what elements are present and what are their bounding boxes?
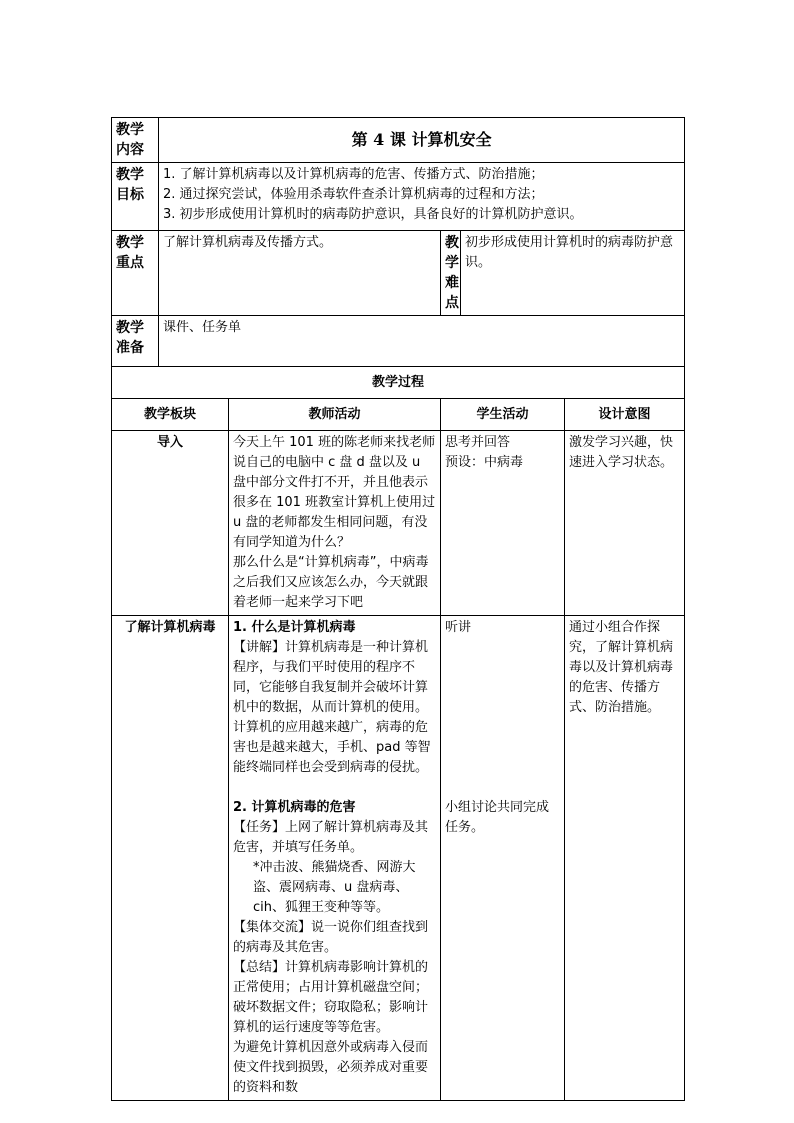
teacher-paragraph: 为避免计算机因意外或病毒入侵而使文件找到损毁，必须养成对重要的资料和数 xyxy=(233,1040,429,1095)
student-activity xyxy=(441,431,565,616)
header-student: 学生活动 xyxy=(441,399,565,431)
teacher-paragraph: *冲击波、熊猫烧香、网游大盗、震网病毒、u 盘病毒、cih、狐狸王变种等等。 xyxy=(253,860,416,915)
difficulty-label: 教学难点 xyxy=(441,231,461,316)
content-label: 教学内容 xyxy=(112,118,159,163)
teacher-paragraph: 今天上午 101 班的陈老师来找老师说自己的电脑中 c 盘 d 盘以及 u 盘中部分文件打不开，并且他表示很多在 101 班教室计算机上使用过 u 盘的老师都发生相同问题，有没有同学知道为什么？ xyxy=(233,435,436,550)
difficulty-text: 初步形成使用计算机时的病毒防护意识。 xyxy=(461,231,685,316)
objective-item: 3. 初步形成使用计算机时的病毒防护意识，具备良好的计算机防护意识。 xyxy=(163,207,583,222)
header-module: 教学板块 xyxy=(112,399,229,431)
objective-item: 2. 通过探究尝试，体验用杀毒软件查杀计算机病毒的过程和方法； xyxy=(163,187,544,202)
objective-item: 1. 了解计算机病毒以及计算机病毒的危害、传播方式、防治措施； xyxy=(163,167,544,182)
teacher-paragraph: 【总结】计算机病毒影响计算机的正常使用；占用计算机磁盘空间；破坏数据文件；窃取隐私；影响计算机的运行速度等等危害。 xyxy=(233,960,429,1035)
prep-label: 教学准备 xyxy=(112,316,159,367)
student-line: 小组讨论共同完成任务。 xyxy=(445,800,550,835)
teacher-heading: 2. 计算机病毒的危害 xyxy=(233,800,356,815)
header-teacher: 教师活动 xyxy=(229,399,441,431)
teacher-paragraph: 【任务】上网了解计算机病毒及其危害，并填写任务单。 xyxy=(233,820,429,855)
teacher-activity xyxy=(229,616,441,1101)
student-line: 预设：中病毒 xyxy=(445,455,524,470)
teacher-paragraph: 【讲解】计算机病毒是一种计算机程序，与我们平时使用的程序不同，它能够自我复制并会破坏计算机中的数据，从而计算机的使用。 xyxy=(233,640,429,715)
row-module: 导入 xyxy=(112,431,229,616)
objectives xyxy=(159,163,685,231)
header-intent: 设计意图 xyxy=(565,399,685,431)
design-intent: 激发学习兴趣，快速进入学习状态。 xyxy=(565,431,685,616)
teacher-activity xyxy=(229,431,441,616)
teacher-paragraph: 【集体交流】说一说你们组查找到的病毒及其危害。 xyxy=(233,920,429,955)
lesson-plan-table xyxy=(111,117,685,1101)
key-text: 了解计算机病毒及传播方式。 xyxy=(159,231,441,316)
teacher-heading: 1. 什么是计算机病毒 xyxy=(233,620,356,635)
student-activity xyxy=(441,616,565,1101)
prep-text: 课件、任务单 xyxy=(159,316,685,367)
student-line: 听讲 xyxy=(445,620,472,635)
row-module: 了解计算机病毒 xyxy=(112,616,229,1101)
teacher-paragraph: 那么什么是“计算机病毒”，中病毒之后我们又应该怎么办，今天就跟着老师一起来学习下吧 xyxy=(233,555,429,610)
lesson-title: 第 4 课 计算机安全 xyxy=(159,118,685,163)
student-line: 思考并回答 xyxy=(445,435,511,450)
design-intent: 通过小组合作探究，了解计算机病毒以及计算机病毒的危害、传播方式、防治措施。 xyxy=(565,616,685,1101)
objective-label: 教学目标 xyxy=(112,163,159,231)
key-label: 教学重点 xyxy=(112,231,159,316)
process-label: 教学过程 xyxy=(112,367,685,399)
teacher-paragraph: 计算机的应用越来越广，病毒的危害也是越来越大，手机、pad 等智能终端同样也会受到病毒的侵扰。 xyxy=(233,720,431,775)
